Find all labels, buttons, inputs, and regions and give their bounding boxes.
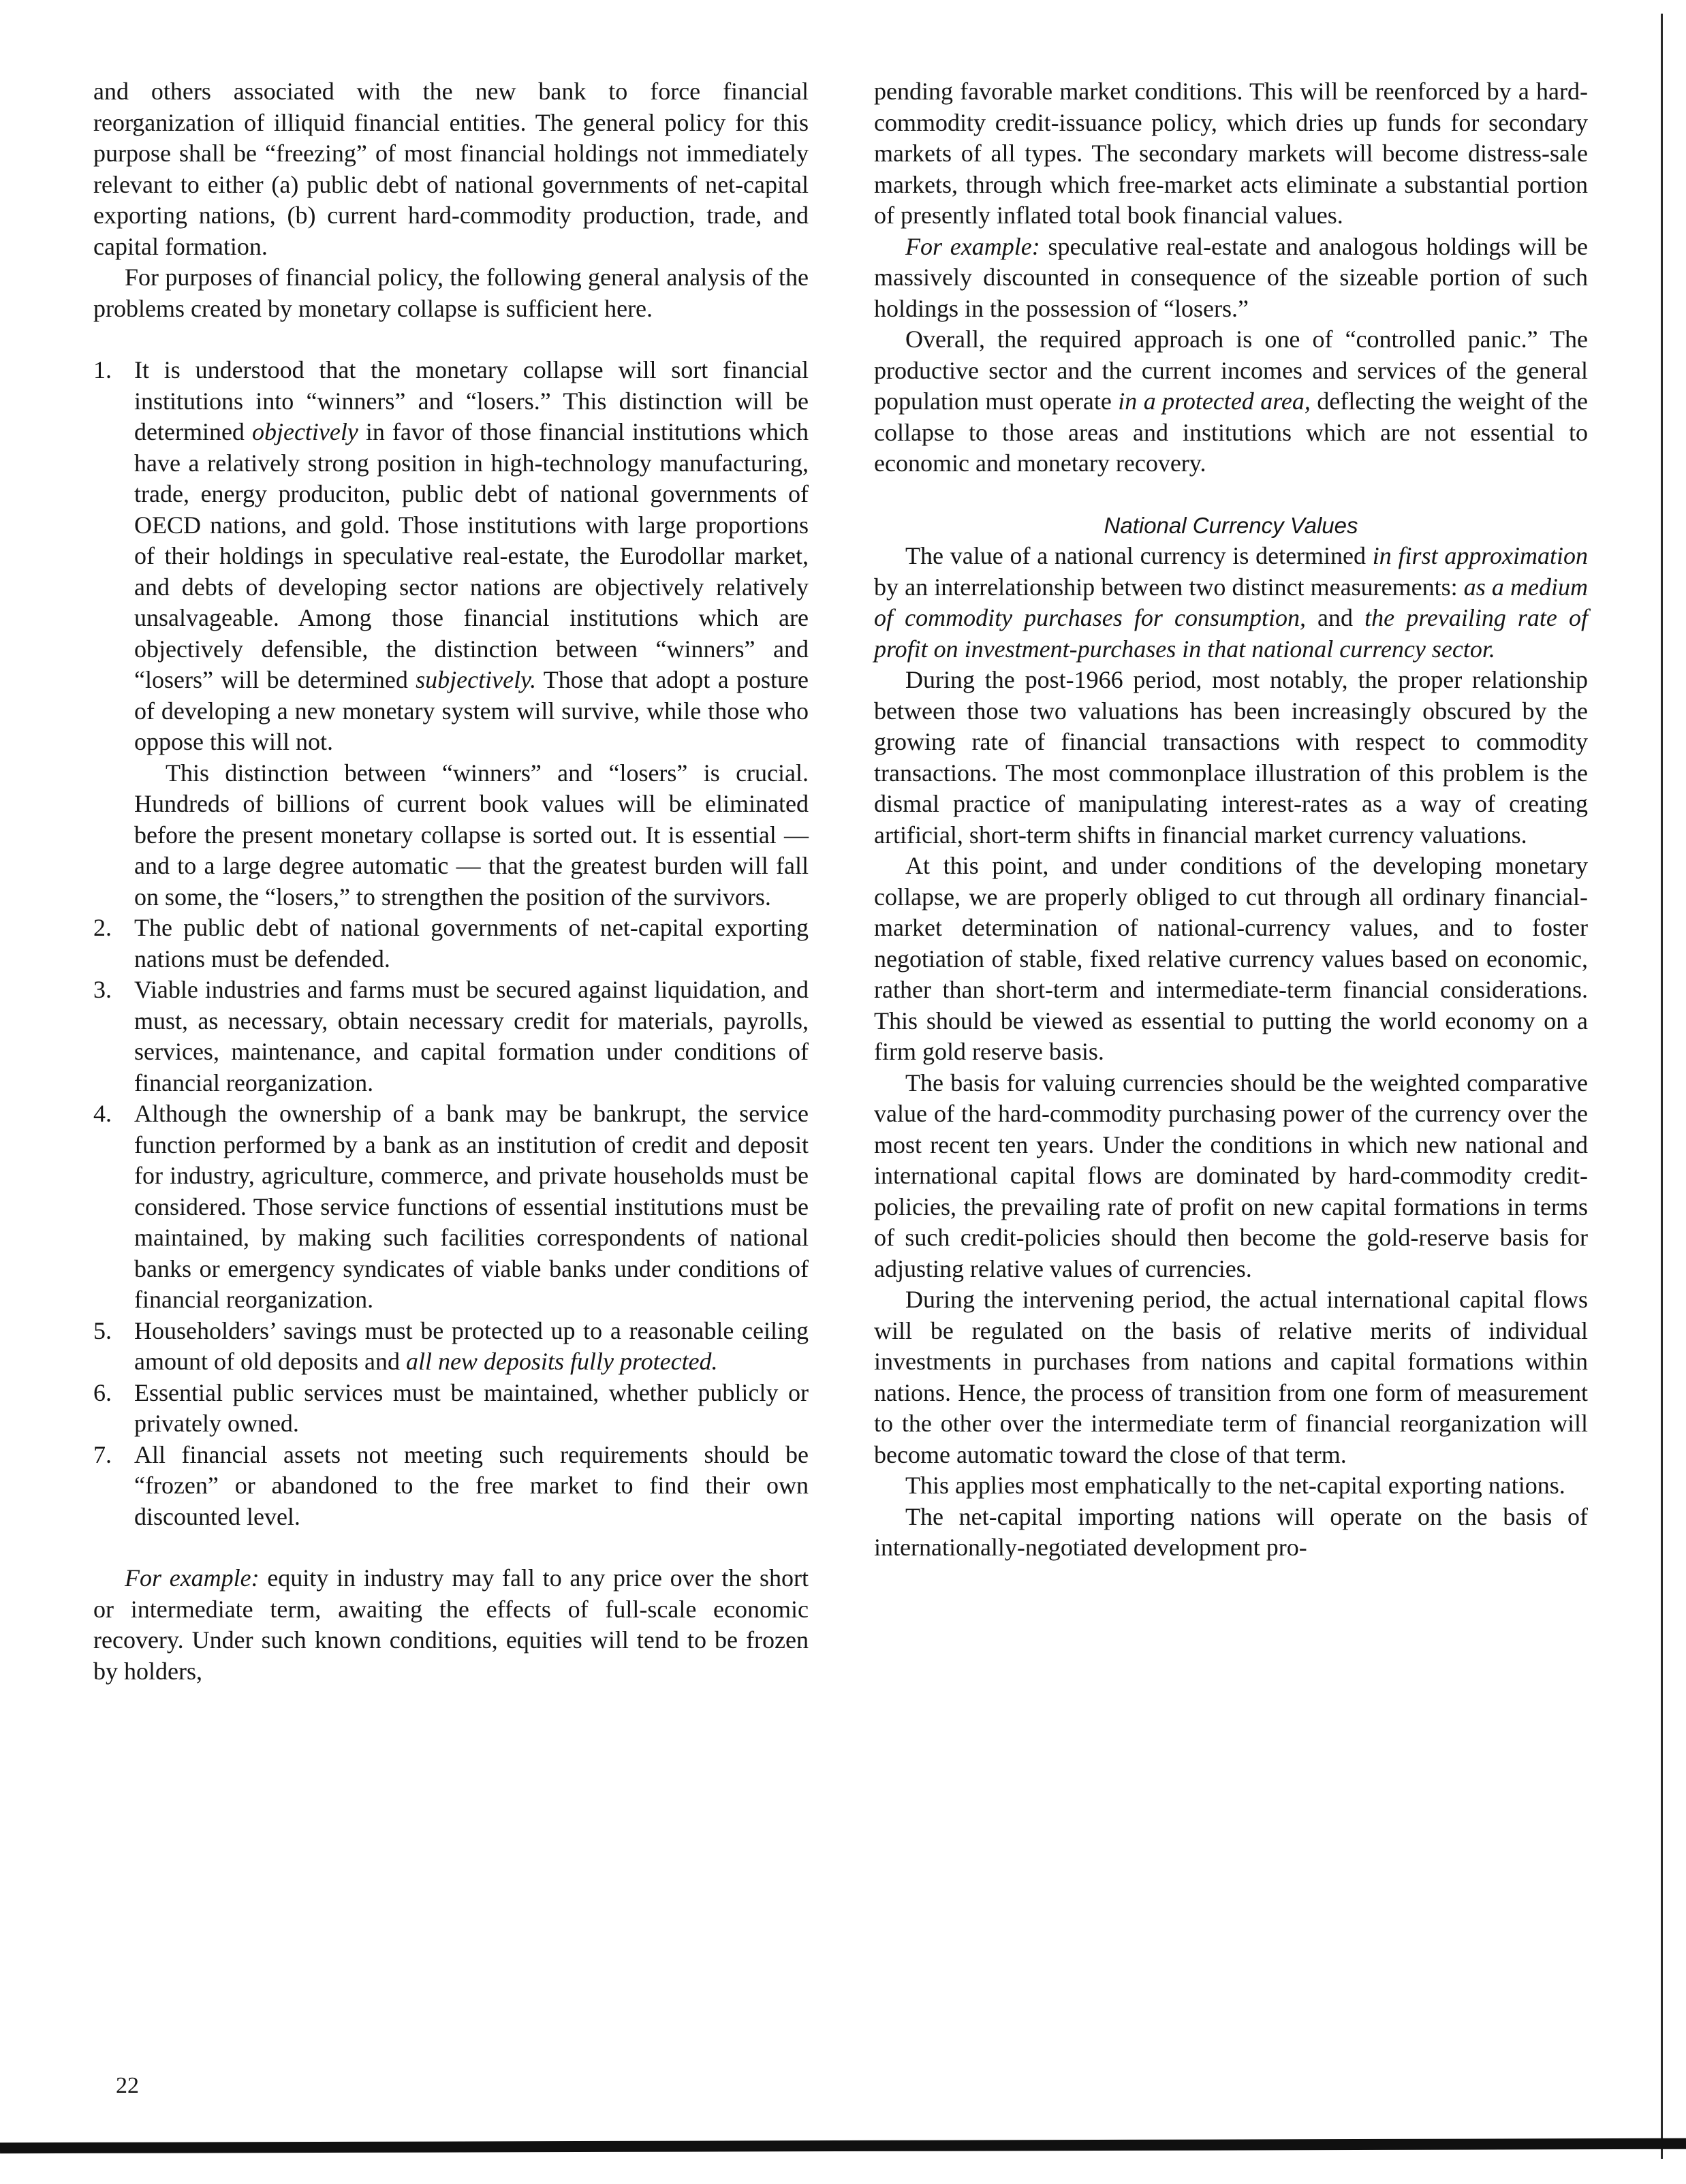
- list-number: 2.: [93, 914, 112, 941]
- emphasis: in first approximation: [1372, 542, 1588, 569]
- paragraph: The net-capital importing nations will operate on the basis of internationally-negotiated development pro-: [874, 1502, 1588, 1561]
- list-number: 4.: [93, 1100, 112, 1127]
- list-item: [93, 1378, 809, 1440]
- paragraph: During the intervening period, the actual international capital flows will be regulated on the basis of relative merits of individual investments in purchases from nations and capital formations within nations. Hence, the process of transition from one form of measurement to the other over the intermediate term of financial reorganization will become automatic toward the close of that term.: [874, 1286, 1588, 1468]
- emphasis: For example:: [125, 1564, 260, 1592]
- numbered-list: [93, 355, 809, 1532]
- emphasis: as a medium of commodity purchases for consumption,: [874, 573, 1588, 631]
- paragraph: For example: equity in industry may fall to any price over the short or intermediate term, awaiting the effects of full-scale economic recovery. Under such known conditions, equities will tend to be frozen by holders,: [93, 1564, 809, 1685]
- list-item-text: This distinction between “winners” and “losers” is crucial. Hundreds of billions of current book values will be eliminated before the present monetary collapse is sorted out. It is essential — and to a large degree automatic — that the greatest burden will fall on some, the “losers,” to strengthen the position of the survivors.: [134, 759, 809, 911]
- emphasis: the prevailing rate of profit on investment-purchases in that national currency sector.: [874, 604, 1588, 663]
- list-item-text: Essential public services must be maintained, whether publicly or privately owned.: [134, 1378, 809, 1437]
- paragraph: At this point, and under conditions of the developing monetary collapse, we are properly obliged to cut through all ordinary financial-market determination of national-currency values, and to foster negotiation of stable, fixed relative currency values based on economic, rather than short-term and intermediate-term financial considerations. This should be viewed as essential to putting the world economy on a firm gold reserve basis.: [874, 852, 1588, 1065]
- list-item-text: Although the ownership of a bank may be bankrupt, the service function performed by a bank as an institution of credit and deposit for industry, agriculture, commerce, and private households must be considered. Those service functions of essential institutions must be maintained, by making such facilities correspondents of national banks or emergency syndicates of viable banks under conditions of financial reorganization.: [134, 1100, 809, 1313]
- list-item: [93, 1098, 809, 1316]
- list-item-text: All financial assets not meeting such requirements should be “frozen” or abandoned to the free market to find their own discounted level.: [134, 1440, 809, 1530]
- paragraph: and others associated with the new bank to force financial reorganization of illiquid financial entities. The general policy for this purpose shall be “freezing” of most financial holdings not immediately relevant to either (a) public debt of national governments of net-capital exporting nations, (b) current hard-commodity production, trade, and capital formation.: [93, 78, 809, 260]
- paragraph: pending favorable market conditions. This will be reenforced by a hard-commodity credit-issuance policy, which dries up funds for secondary markets of all types. The secondary markets will become distress-sale markets, through which free-market acts eliminate a substantial portion of presently inflated total book financial values.: [874, 78, 1588, 229]
- list-number: 7.: [93, 1440, 112, 1468]
- list-number: 6.: [93, 1378, 112, 1406]
- emphasis: subjectively.: [416, 666, 537, 693]
- page-number: 22: [116, 2073, 139, 2098]
- right-column: [874, 76, 1588, 1564]
- paragraph: For purposes of financial policy, the following general analysis of the problems created by monetary collapse is sufficient here.: [93, 264, 809, 322]
- emphasis: in a protected area,: [1118, 387, 1311, 415]
- paragraph: For example: speculative real-estate and analogous holdings will be massively discounted in consequence of the sizeable portion of such holdings in the possession of “losers.”: [874, 232, 1588, 322]
- list-item: [93, 355, 809, 913]
- paragraph: During the post-1966 period, most notably, the proper relationship between those two valuations has been increasingly obscured by the growing rate of financial transactions with respect to commodity transactions. The most commonplace illustration of this problem is the dismal practice of manipulating interest-rates as a way of creating artificial, short-term shifts in financial market currency valuations.: [874, 666, 1588, 849]
- list-item-text: Householders’ savings must be protected up to a reasonable ceiling amount of old deposits and all new deposits fully protected.: [134, 1316, 809, 1375]
- emphasis: all new deposits fully protected.: [405, 1348, 718, 1375]
- paragraph: Overall, the required approach is one of “controlled panic.” The productive sector and the current incomes and services of the general population must operate in a protected area, deflecting the weight of the collapse to those areas and institutions which are not essential to economic and monetary recovery.: [874, 326, 1589, 477]
- list-number: 5.: [93, 1316, 112, 1344]
- list-item-text: It is understood that the monetary collapse will sort financial institutions into “winners” and “losers.” This distinction will be determined objectively in favor of those financial institutions which have a relatively strong position in high-technology manufacturing, trade, energy produciton, public debt of national governments of OECD nations, and gold. Those institutions with large proportions of their holdings in speculative real-estate, the Eurodollar market, and debts of developing sector nations are objectively relatively unsalvageable. Among those financial institutions which are objectively defensible, the distinction between “winners” and “losers” will be determined subjectively. Those that adopt a posture of developing a new monetary system will survive, while those who oppose this will not.: [134, 356, 809, 755]
- left-column: [93, 76, 809, 1687]
- emphasis: For example:: [905, 232, 1040, 260]
- list-item: [93, 1440, 809, 1533]
- list-number: 3.: [93, 976, 112, 1003]
- emphasis: objectively: [251, 418, 358, 445]
- list-number: 1.: [93, 356, 112, 383]
- paragraph: The basis for valuing currencies should be the weighted comparative value of the hard-commodity purchasing power of the currency over the most recent ten years. Under the conditions in which new national and international capital flows are dominated by hard-commodity credit-policies, the prevailing rate of profit on new capital formations in terms of such credit-policies should then become the gold-reserve basis for adjusting relative values of currencies.: [874, 1069, 1588, 1282]
- list-item: [93, 975, 809, 1098]
- paragraph: This applies most emphatically to the net-capital exporting nations.: [905, 1472, 1565, 1499]
- list-item: [93, 1316, 809, 1378]
- list-item: [93, 913, 809, 975]
- scan-edge-line: [1661, 14, 1663, 2159]
- list-item-text: Viable industries and farms must be secured against liquidation, and must, as necessary, obtain necessary credit for materials, payrolls, services, maintenance, and capital formation under conditions of financial reorganization.: [134, 976, 809, 1096]
- section-heading: National Currency Values: [1104, 512, 1358, 538]
- list-item-text: The public debt of national governments of net-capital exporting nations must be defended.: [134, 914, 809, 972]
- bottom-rule: [0, 2138, 1686, 2153]
- paragraph: The value of a national currency is determined in first approximation by an interrelationship between two distinct measurements: as a medium of commodity purchases for consumption, and the prevailing rate of profit on investment-purchases in that national currency sector.: [874, 542, 1588, 663]
